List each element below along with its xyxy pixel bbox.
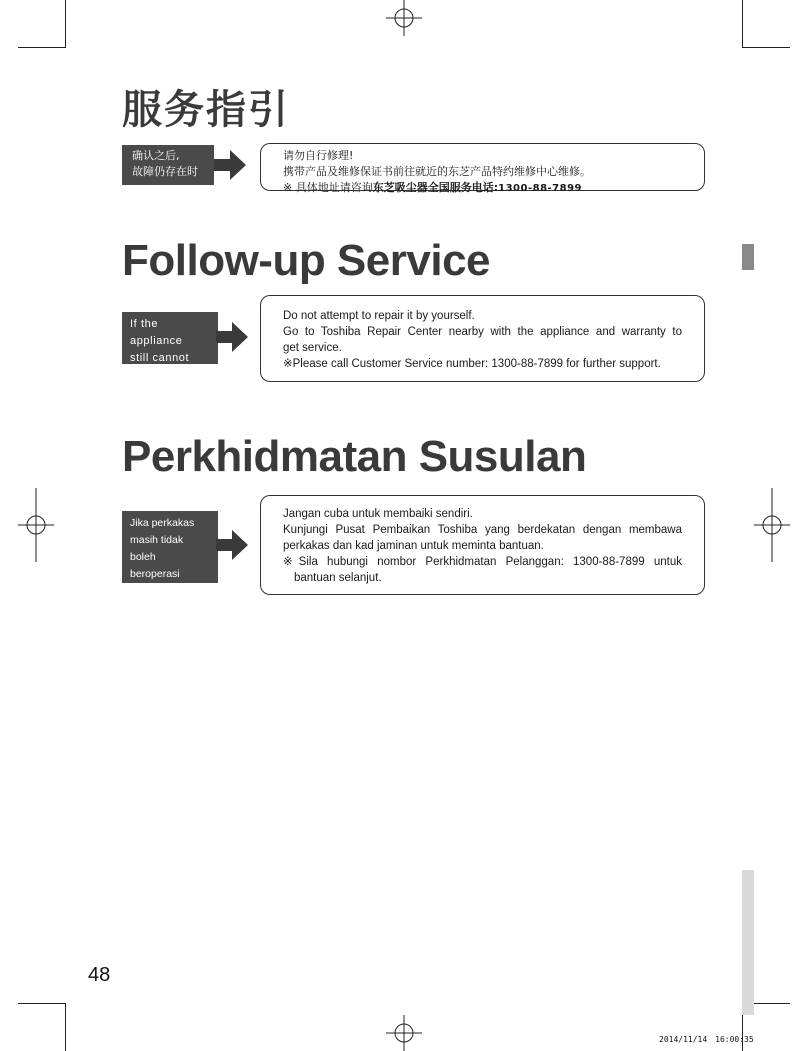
info-line-prefix: ※ 具体地址请咨询 bbox=[283, 181, 373, 194]
condition-label-en bbox=[122, 312, 218, 398]
info-line: perkakas dan kad jaminan untuk meminta bantuan. bbox=[283, 540, 544, 552]
info-line: Jangan cuba untuk membaiki sendiri. bbox=[283, 508, 473, 520]
label-line: Jika perkakas bbox=[130, 517, 195, 529]
registration-mark-right-stem bbox=[771, 488, 773, 562]
section-title-zh: 服务指引 bbox=[122, 87, 290, 133]
info-line: Go to Toshiba Repair Center nearby with the appliance and warranty to bbox=[283, 326, 682, 338]
info-line: Kunjungi Pusat Pembaikan Toshiba yang berdekatan dengan membawa bbox=[283, 524, 682, 536]
section-title-en: Follow-up Service bbox=[122, 236, 491, 285]
info-line: ※Please call Customer Service number: 1300-88-7899 for further support. bbox=[283, 358, 661, 370]
arrow-right-icon bbox=[216, 322, 248, 352]
info-line: 请勿自行修理! bbox=[283, 149, 354, 162]
crop-mark bbox=[742, 47, 790, 48]
page-number: 48 bbox=[88, 964, 111, 986]
label-line: 确认之后, bbox=[132, 149, 180, 162]
crop-mark bbox=[18, 47, 66, 48]
info-line: bantuan selanjut. bbox=[294, 572, 382, 584]
hotline-label: 东芝吸尘器全国服务电话: bbox=[372, 181, 499, 194]
label-line: after check bbox=[130, 386, 184, 398]
registration-mark-bottom bbox=[386, 1015, 422, 1051]
print-timestamp: 2014/11/14 16:00:35 bbox=[659, 1035, 754, 1044]
info-line: get service. bbox=[283, 342, 342, 354]
info-box-ms bbox=[260, 495, 705, 595]
label-line: 故障仍存在时 bbox=[132, 165, 198, 178]
crop-mark bbox=[65, 0, 66, 48]
label-line: masih tidak boleh bbox=[130, 534, 184, 563]
section-tab-marker bbox=[742, 244, 754, 270]
info-line: ※Sila hubungi nombor Perkhidmatan Pelanggan: 1300-88-7899 untuk bbox=[283, 556, 682, 568]
info-line: Do not attempt to repair it by yourself. bbox=[283, 310, 475, 322]
info-line bbox=[283, 180, 682, 197]
info-box-en bbox=[260, 295, 705, 382]
info-line: 携带产品及维修保证书前往就近的东芝产品特约维修中心维修。 bbox=[283, 165, 591, 178]
arrow-right-icon bbox=[214, 150, 246, 180]
info-box-zh bbox=[260, 143, 705, 194]
condition-label-zh bbox=[122, 145, 214, 185]
arrow-right-icon bbox=[216, 530, 248, 560]
label-line: pemeriksaan bbox=[130, 602, 191, 614]
registration-mark-left-stem bbox=[35, 488, 37, 562]
registration-mark-top bbox=[386, 0, 422, 36]
crop-mark bbox=[742, 0, 743, 48]
section-tab-strip bbox=[742, 870, 754, 1015]
label-line: If the appliance bbox=[130, 318, 183, 347]
crop-mark bbox=[65, 1003, 66, 1051]
hotline-number: 1300-88-7899 bbox=[498, 183, 583, 194]
label-line: beroperasi selepas bbox=[130, 568, 180, 597]
condition-label-ms bbox=[122, 511, 218, 614]
label-line: still cannot work bbox=[130, 352, 190, 381]
crop-mark bbox=[18, 1003, 66, 1004]
section-title-ms: Perkhidmatan Susulan bbox=[122, 432, 587, 481]
